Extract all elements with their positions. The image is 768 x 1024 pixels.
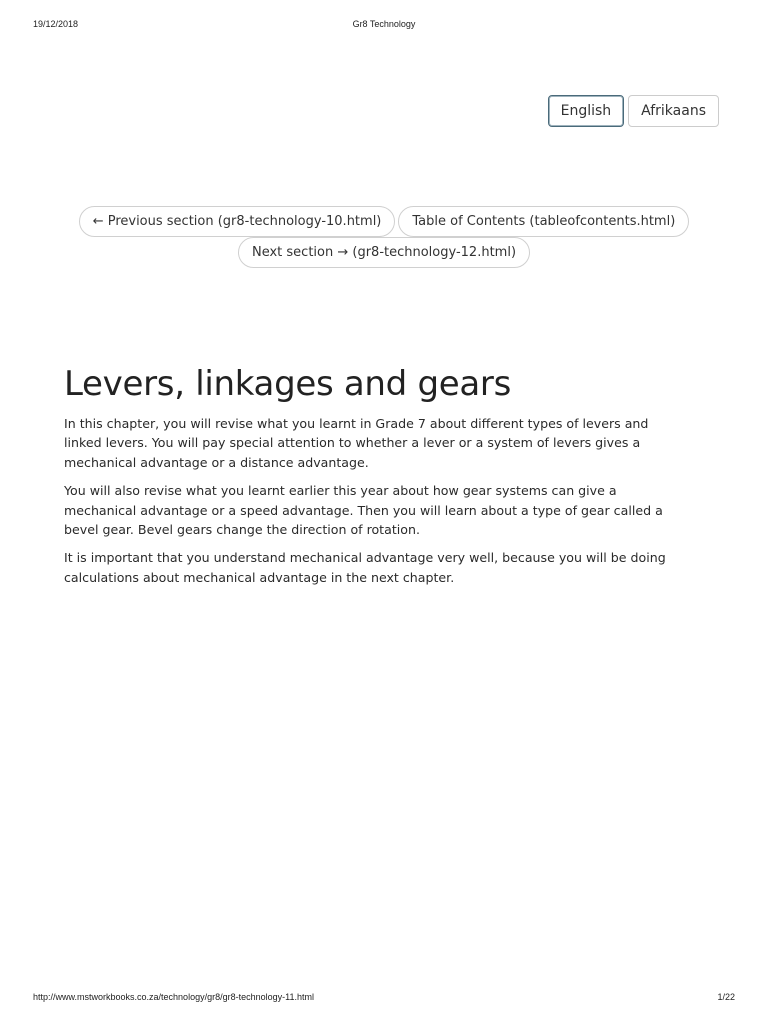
mechanical-advantage-paragraph: It is important that you understand mechanical advantage very well, because you will be doing calculations about mechanical advantage in the next chapter. [64,550,666,585]
print-date: 19/12/2018 [33,19,79,29]
intro-paragraph: In this chapter, you will revise what you learnt in Grade 7 about different types of levers and linked levers. You will pay special attention to whether a lever or a system of levers gives a mechanical advantage or a distance advantage. [64,416,649,470]
print-footer [0,992,768,1006]
article-content [64,362,684,596]
section-navigation [0,206,768,268]
print-doc-title: Gr8 Technology [352,19,416,29]
section-nav-row-top [0,206,768,237]
page-title: Levers, linkages and gears [64,364,512,404]
gears-paragraph: You will also revise what you learnt earlier this year about how gear systems can give a mechanical advantage or a speed advantage. Then you will learn about a type of gear called a bevel gear. Bevel gears change the direction of rotation. [64,483,663,538]
section-nav-row-bottom [0,237,768,268]
print-url: http://www.mstworkbooks.co.za/technology/gr8/gr8-technology-11.html [33,992,314,1002]
language-english-button[interactable]: English [548,95,625,127]
language-switch [548,95,719,127]
print-page-number: 1/22 [717,992,735,1002]
print-header [0,19,768,33]
previous-section-link[interactable]: ← Previous section (gr8-technology-10.html) [79,206,396,237]
next-section-link[interactable]: Next section → (gr8-technology-12.html) [238,237,530,268]
table-of-contents-link[interactable]: Table of Contents (tableofcontents.html) [398,206,689,237]
language-afrikaans-button[interactable]: Afrikaans [628,95,719,127]
